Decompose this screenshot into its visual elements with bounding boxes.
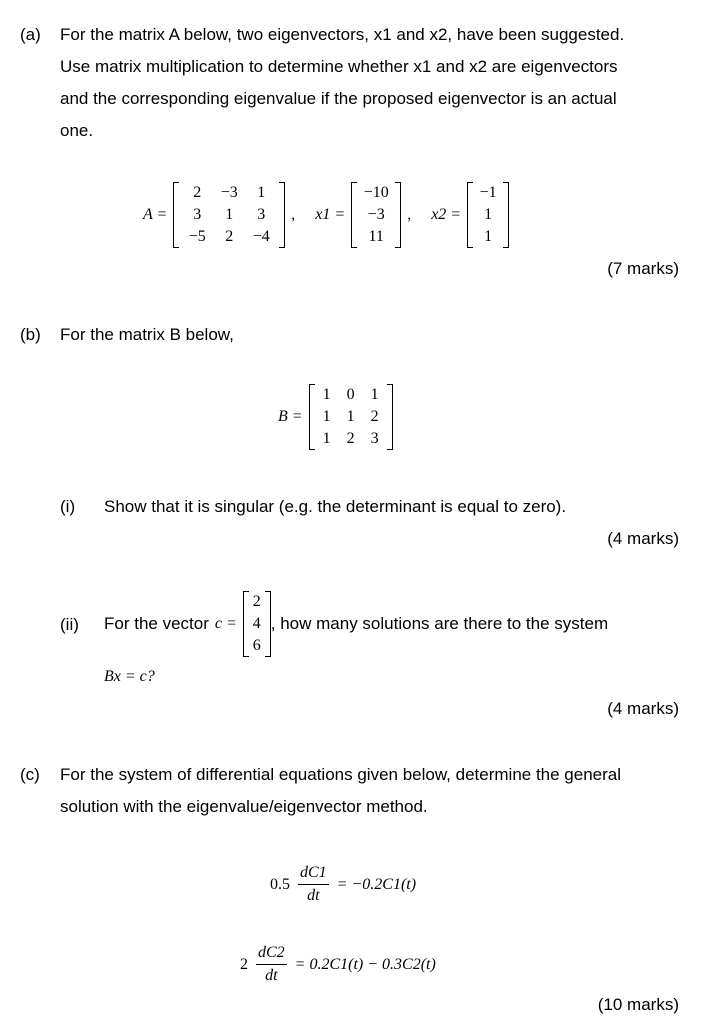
part-a-marks: (7 marks) bbox=[607, 259, 679, 278]
vector-cell: −10 bbox=[363, 184, 389, 201]
part-c-line-1: For the system of differential equations given below, determine the general bbox=[60, 765, 622, 784]
derivative-numerator: dC2 bbox=[256, 942, 287, 965]
part-c-equation-2 bbox=[240, 942, 436, 987]
vector-cell: −3 bbox=[367, 206, 385, 223]
comma: , bbox=[407, 206, 412, 223]
equation-2-coefficient: 2 bbox=[240, 955, 248, 973]
vector-cell: 1 bbox=[484, 228, 493, 245]
equation-2-rhs: = 0.2C1(t) − 0.3C2(t) bbox=[294, 955, 436, 973]
matrix-b bbox=[309, 384, 393, 450]
part-b-ii-marks: (4 marks) bbox=[607, 699, 679, 718]
equation-2-derivative bbox=[256, 942, 287, 987]
matrix-cell: 2 bbox=[225, 228, 234, 245]
part-a-line-2: Use matrix multiplication to determine whether x1 and x2 are eigenvectors bbox=[60, 57, 618, 76]
part-b-ii-system: Bx = c? bbox=[104, 668, 155, 685]
matrix-cell: 1 bbox=[370, 386, 379, 403]
vector-x2-label: x2 = bbox=[431, 206, 462, 223]
part-b-ii-sentence bbox=[104, 588, 608, 660]
matrix-cell: 1 bbox=[322, 408, 331, 425]
part-b-label: (b) bbox=[20, 325, 41, 344]
part-a-line-1: For the matrix A below, two eigenvectors, x1 and x2, have been suggested. bbox=[60, 25, 625, 44]
part-b-i-label: (i) bbox=[60, 497, 76, 516]
derivative-denominator: dt bbox=[307, 887, 320, 904]
matrix-cell: 1 bbox=[346, 408, 355, 425]
matrix-cell: 3 bbox=[193, 206, 202, 223]
vector-cell: 4 bbox=[252, 615, 261, 632]
part-b-intro: For the matrix B below, bbox=[60, 325, 234, 344]
vector-cell: 6 bbox=[252, 637, 261, 654]
matrix-cell: 1 bbox=[257, 184, 266, 201]
part-a-line-3: and the corresponding eigenvalue if the proposed eigenvector is an actual bbox=[60, 89, 617, 108]
part-b-matrix-equation bbox=[278, 384, 393, 450]
part-a-matrix-equation bbox=[143, 182, 509, 248]
part-c-line-2: solution with the eigenvalue/eigenvector method. bbox=[60, 797, 428, 816]
part-b-ii-label: (ii) bbox=[60, 615, 79, 634]
matrix-a-cells bbox=[179, 182, 279, 248]
matrix-cell: 3 bbox=[257, 206, 266, 223]
matrix-a bbox=[173, 182, 285, 248]
part-c-marks: (10 marks) bbox=[597, 995, 679, 1014]
matrix-a-label: A = bbox=[143, 206, 168, 223]
vector-c bbox=[243, 591, 271, 657]
matrix-cell: 0 bbox=[346, 386, 355, 403]
matrix-cell: 2 bbox=[370, 408, 379, 425]
vector-x1-label: x1 = bbox=[315, 206, 346, 223]
equation-1-coefficient: 0.5 bbox=[270, 875, 290, 893]
matrix-cell: 1 bbox=[322, 430, 331, 447]
vector-c-label: c = bbox=[214, 615, 237, 632]
part-a-label: (a) bbox=[20, 25, 41, 44]
matrix-cell: 2 bbox=[193, 184, 202, 201]
vector-cell: 11 bbox=[368, 228, 384, 245]
part-c-equation-1 bbox=[270, 862, 416, 907]
matrix-cell: 2 bbox=[346, 430, 355, 447]
vector-cell: 2 bbox=[252, 593, 261, 610]
part-c-label: (c) bbox=[20, 765, 40, 784]
part-b-ii-text-before: For the vector bbox=[104, 614, 209, 633]
part-b-ii-text-after: , how many solutions are there to the system bbox=[270, 614, 609, 633]
matrix-cell: 1 bbox=[322, 386, 331, 403]
vector-cell: 1 bbox=[484, 206, 493, 223]
vector-x1 bbox=[351, 182, 401, 248]
matrix-cell: 1 bbox=[225, 206, 234, 223]
derivative-denominator: dt bbox=[265, 967, 278, 984]
matrix-cell: −3 bbox=[220, 184, 238, 201]
part-b-i-text: Show that it is singular (e.g. the determinant is equal to zero). bbox=[104, 497, 567, 516]
matrix-cell: 3 bbox=[370, 430, 379, 447]
part-b-i-marks: (4 marks) bbox=[607, 529, 679, 548]
equation-1-derivative bbox=[298, 862, 329, 907]
comma: , bbox=[291, 206, 296, 223]
vector-cell: −1 bbox=[479, 184, 497, 201]
matrix-b-label: B = bbox=[278, 408, 303, 425]
derivative-numerator: dC1 bbox=[298, 862, 329, 885]
matrix-cell: −4 bbox=[252, 228, 270, 245]
matrix-cell: −5 bbox=[188, 228, 206, 245]
equation-1-rhs: = −0.2C1(t) bbox=[336, 875, 417, 893]
part-a-line-4: one. bbox=[60, 121, 94, 140]
vector-x2 bbox=[467, 182, 509, 248]
